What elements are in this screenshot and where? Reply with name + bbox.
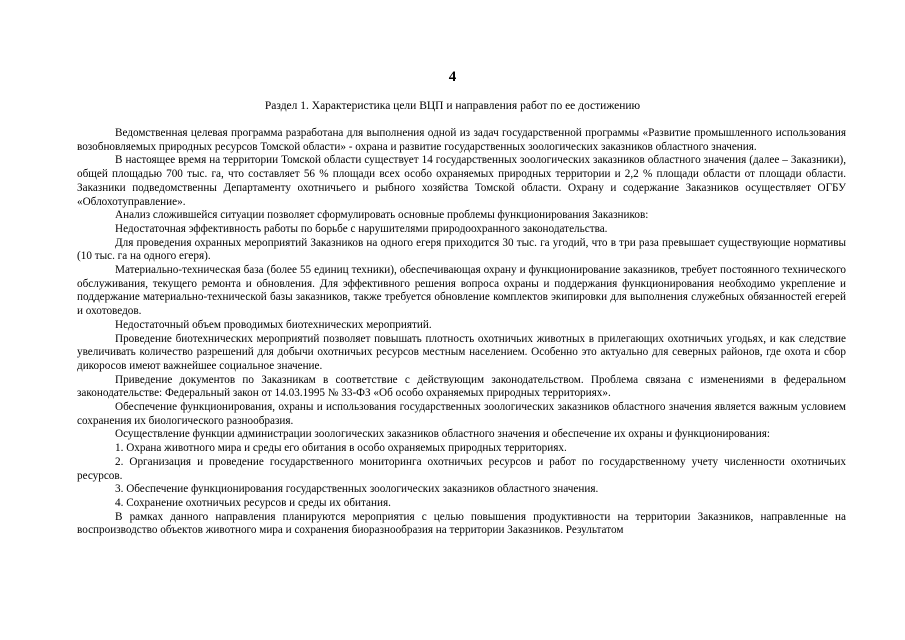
paragraph: Ведомственная целевая программа разработана для выполнения одной из задач государственной программы «Развитие промышленного использования возобновляемых природных ресурсов Томской области» - охрана и развитие государственных зоологических заказников областного значения. [77,127,846,153]
list-item: 1. Охрана животного мира и среды его обитания в особо охраняемых природных территориях. [115,442,567,455]
list-item: 2. Организация и проведение государственного мониторинга охотничьих ресурсов и работ по государственному учету численности охотничьих ресурсов. [77,455,846,482]
paragraph: Осуществление функции администрации зоологических заказников областного значения и обеспечение их охраны и функционирования: [115,428,770,441]
paragraph: Материально-техническая база (более 55 единиц техники), обеспечивающая охрану и функционирование заказников, требует постоянного технического обслуживания, текущего ремонта и обновления. Для эффективного решения вопроса охраны и поддержания функционирования необходимо укрепление и поддержание материально-технической базы заказников, также требуется обновление комплектов экипировки для выполнения служебных обязанностей егерей и охотоведов. [77,264,846,318]
section-title: Раздел 1. Характеристика цели ВЦП и направления работ по ее достижению [264,100,641,112]
list-item: 4. Сохранение охотничьих ресурсов и среды их обитания. [115,496,391,509]
list-item: 3. Обеспечение функционирования государственных зоологических заказников областного значения. [115,483,599,496]
paragraph: В рамках данного направления планируются мероприятия с целью повышения продуктивности на территории Заказников, направленные на воспроизводство объектов животного мира и сохранения биоразнообразия на территории Заказников. Результатом [77,510,846,537]
paragraph: Анализ сложившейся ситуации позволяет сформулировать основные проблемы функционирования Заказников: [115,209,649,222]
paragraph: Проведение биотехнических мероприятий позволяет повышать плотность охотничьих животных в прилегающих охотничьих угодьях, и как следствие увеличивать количество разрешений для добычи охотничьих ресурсов местным населением. Особенно это актуально для северных районов, где охота и сбор дикоросов имеют важнейшее социальное значение. [77,332,846,372]
paragraph: Обеспечение функционирования, охраны и использования государственных зоологических заказников областного значения является важным условием сохранения их биологического разнообразия. [77,401,846,427]
paragraph: Недостаточный объем проводимых биотехнических мероприятий. [115,318,432,331]
paragraph: Недостаточная эффективность работы по борьбе с нарушителями природоохранного законодательства. [115,222,608,235]
paragraph: Приведение документов по Заказникам в соответствие с действующим законодательством. Проблема связана с изменениями в федеральном законодательстве: Федеральный закон от 14.03.1995 № 33-ФЗ «Об особо охраняемых природных территориях». [77,373,846,400]
paragraph: В настоящее время на территории Томской области существует 14 государственных зоологических заказников областного значения (далее – Заказники), общей площадью 700 тыс. га, что составляет 56 % площади всех особо охраняемых природных территории и 2,2 % площади области от площади области. Заказники подведомственны Департаменту охотничьего и рыбного хозяйства Томской области. Охрану и содержание Заказников осуществляет ОГБУ «Облохотуправление». [77,154,846,208]
paragraph: Для проведения охранных мероприятий Заказников на одного егеря приходится 30 тыс. га угодий, что в три раза превышает существующие нормативы (10 тыс. га на одного егеря). [77,236,846,263]
page-number: 4 [448,69,457,85]
body-text [77,127,846,538]
